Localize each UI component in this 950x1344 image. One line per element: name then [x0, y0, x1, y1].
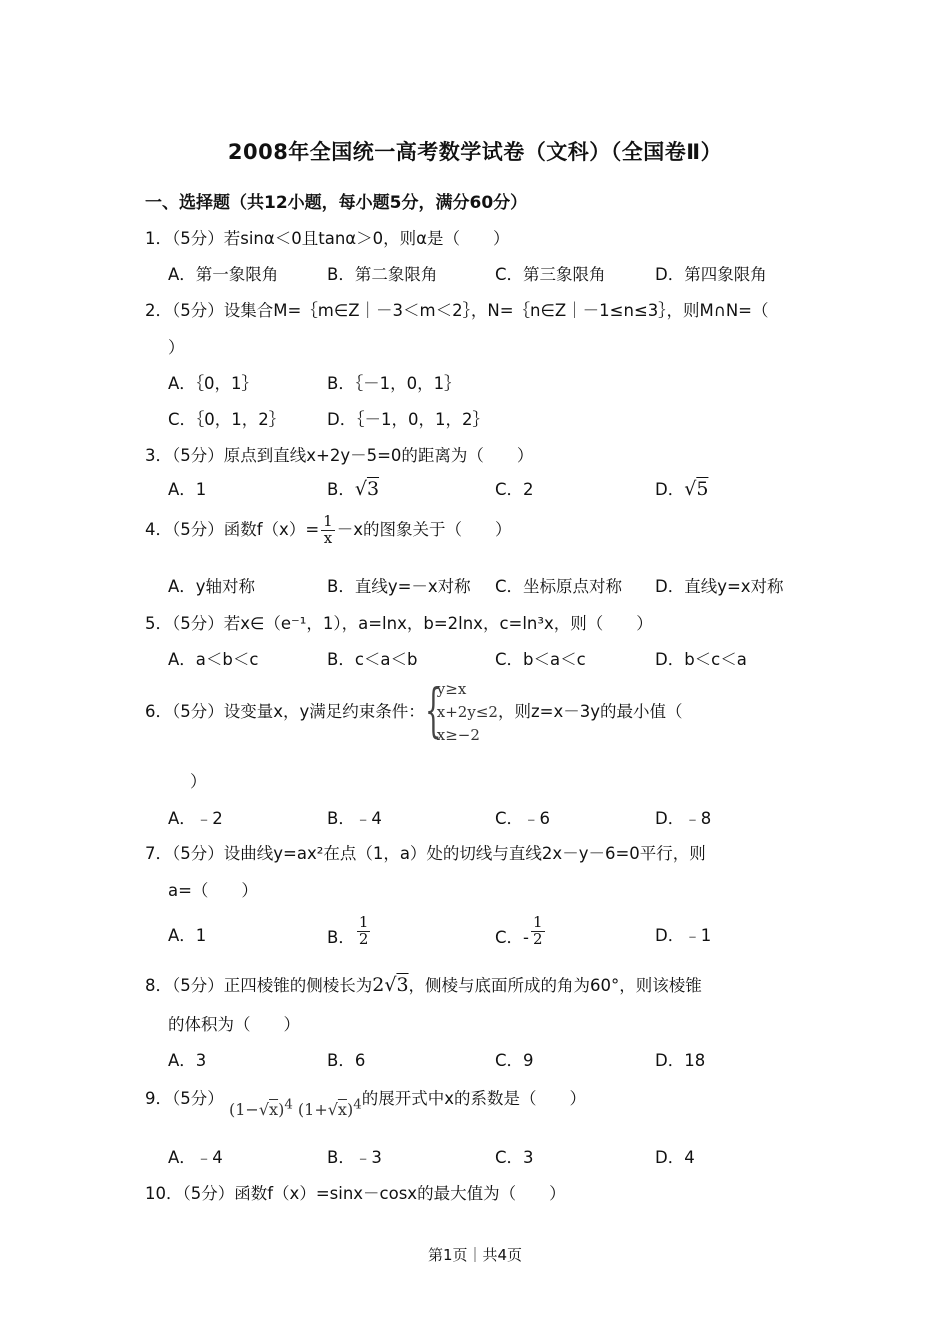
option-d: D．b＜c＜a: [655, 650, 747, 669]
coefficient: 2: [372, 974, 385, 996]
question-2-cont: ）: [168, 338, 185, 357]
binomial-expression: [229, 1097, 362, 1119]
radicand: x: [269, 1100, 279, 1119]
numerator: 1: [533, 913, 543, 931]
radicand: x: [337, 1100, 347, 1119]
denominator: x: [323, 528, 333, 547]
option-a: A．1: [168, 480, 207, 499]
option-c: C．坐标原点对称: [495, 577, 623, 596]
question-6-post: ，则z=x－3y的最小值（: [497, 702, 683, 721]
option-d: D．｛－1，0，1，2｝: [327, 410, 489, 429]
question-10: 10．（5分）函数f（x）=sinx－cosx的最大值为（ ）: [145, 1184, 566, 1203]
question-8: [145, 972, 702, 996]
option-a: A．y轴对称: [168, 577, 256, 596]
question-2: 2．（5分）设集合M=｛m∈Z｜－3＜m＜2｝，N=｛n∈Z｜－1≤n≤3｝，则M∩N=（: [145, 301, 769, 320]
constraint-2: x+2y≤2: [436, 703, 498, 721]
option-b: B．6: [327, 1051, 366, 1070]
fraction-1-over-x: [321, 514, 335, 547]
two-sqrt-3: 2√3: [372, 974, 409, 996]
option-c: C．3: [495, 1148, 534, 1167]
question-9: [145, 1085, 586, 1119]
option-a: A．1: [168, 926, 207, 945]
radicand: 3: [366, 478, 380, 500]
option-c: C．｛0，1，2｝: [168, 410, 286, 429]
option-d: D．直线y=x对称: [655, 577, 784, 596]
question-4-pre: 4．（5分）函数f（x）=: [145, 519, 320, 539]
option-b: B．｛－1，0，1｝: [327, 374, 461, 393]
radicand: 3: [396, 974, 409, 996]
option-a: A．a＜b＜c: [168, 650, 259, 669]
denominator: 2: [358, 929, 369, 948]
constraint-system: [425, 678, 498, 747]
option-d: D．18: [655, 1051, 706, 1070]
constraint-1: y≥x: [436, 680, 467, 698]
negative-sign: -: [523, 927, 529, 947]
radicand: 5: [696, 478, 709, 500]
question-7: 7．（5分）设曲线y=ax²在点（1，a）处的切线与直线2x－y－6=0平行，则: [145, 844, 706, 863]
option-d: [655, 476, 708, 500]
question-4-post: －x的图象关于（ ）: [336, 519, 512, 539]
question-6: [145, 678, 682, 747]
exponent: 4: [284, 1097, 293, 1113]
option-c: C．2: [495, 480, 534, 499]
option-c: C．b＜a＜c: [495, 650, 586, 669]
question-5: 5．（5分）若x∈（e⁻¹，1），a=lnx，b=2lnx，c=ln³x，则（ ）: [145, 614, 653, 633]
constraint-3: x≥−2: [436, 726, 480, 744]
sqrt-5: √5: [684, 478, 709, 500]
sqrt-x: √x: [327, 1100, 347, 1119]
option-d: D．﹣8: [655, 809, 712, 828]
option-b-label: B．: [327, 927, 355, 947]
option-d: D．第四象限角: [655, 265, 767, 284]
question-9-pre: 9．（5分）: [145, 1089, 224, 1108]
option-a: A．﹣2: [168, 809, 223, 828]
question-6-cont: ）: [190, 772, 207, 791]
question-3: 3．（5分）原点到直线x+2y－5=0的距离为（ ）: [145, 446, 534, 465]
question-8-pre: 8．（5分）正四棱锥的侧棱长为: [145, 976, 373, 995]
section-heading: 一、选择题（共12小题，每小题5分，满分60分）: [145, 193, 528, 213]
option-c: [495, 915, 547, 948]
option-b: [327, 476, 379, 500]
option-b: B．第二象限角: [327, 265, 438, 284]
option-c-label: C．: [495, 927, 524, 947]
question-8-post: ，侧棱与底面所成的角为60°，则该棱锥: [408, 976, 702, 995]
page-footer: 第1页｜共4页: [427, 1246, 523, 1264]
option-d: D．﹣1: [655, 926, 712, 945]
expr-part: (1−: [229, 1100, 259, 1119]
exponent: 4: [353, 1097, 362, 1113]
expr-part: (1+: [297, 1100, 328, 1119]
fraction-1-over-2: [357, 915, 371, 948]
option-b: B．直线y=－x对称: [327, 577, 471, 596]
question-8-cont: 的体积为（ ）: [168, 1015, 300, 1034]
option-d: D．4: [655, 1148, 695, 1167]
question-7-cont: a=（ ）: [168, 881, 258, 900]
question-1: 1．（5分）若sinα＜0且tanα＞0，则α是（ ）: [145, 229, 510, 248]
numerator: 1: [323, 512, 333, 530]
option-b: [327, 915, 372, 948]
question-4: [145, 514, 511, 547]
sqrt-x: √x: [258, 1100, 279, 1119]
option-b: B．﹣3: [327, 1148, 382, 1167]
option-a: A．第一象限角: [168, 265, 279, 284]
option-a: A．3: [168, 1051, 207, 1070]
option-c: C．第三象限角: [495, 265, 606, 284]
left-brace: {: [424, 676, 442, 744]
sqrt-3: √3: [354, 478, 380, 500]
option-b: B．﹣4: [327, 809, 382, 828]
fraction-1-over-2: [531, 915, 545, 948]
page-title: 2008年全国统一高考数学试卷（文科）（全国卷Ⅱ）: [227, 140, 723, 164]
question-6-pre: 6．（5分）设变量x，y满足约束条件：: [145, 702, 425, 721]
question-9-post: 的展开式中x的系数是（ ）: [361, 1089, 586, 1108]
option-c: C．9: [495, 1051, 534, 1070]
option-c: C．﹣6: [495, 809, 551, 828]
option-a: A．﹣4: [168, 1148, 223, 1167]
expr-part: ): [278, 1100, 285, 1119]
option-d-label: D．: [655, 480, 685, 499]
option-b: B．c＜a＜b: [327, 650, 418, 669]
denominator: 2: [533, 929, 543, 948]
expr-part: ): [346, 1100, 354, 1119]
numerator: 1: [358, 913, 369, 931]
option-b-label: B．: [327, 480, 355, 499]
option-a: A．｛0，1｝: [168, 374, 259, 393]
